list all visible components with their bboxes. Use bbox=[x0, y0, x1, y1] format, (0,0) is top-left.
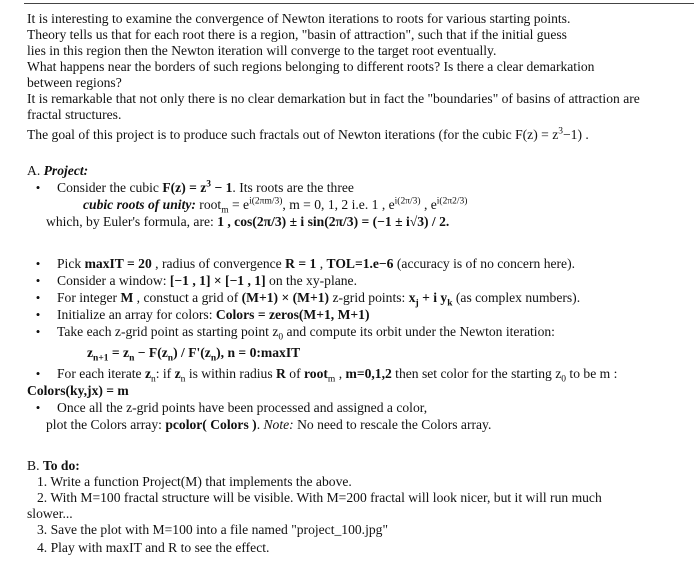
b6-root: root bbox=[304, 366, 328, 381]
newton-iteration bbox=[87, 345, 700, 364]
bullet-window bbox=[57, 273, 700, 289]
b6-post: then set color for the starting z bbox=[391, 366, 562, 381]
cubic-function bbox=[162, 180, 232, 195]
b1-sep: , bbox=[316, 256, 327, 271]
root-ie: i.e. 1 , e bbox=[348, 197, 395, 212]
euler-line bbox=[46, 214, 700, 230]
b3-plus: + i bbox=[418, 290, 441, 305]
todo-item-4: 4. Play with maxIT and R to see the effect. bbox=[37, 540, 270, 555]
todo-item-1: 1. Write a function Project(M) that implements the above. bbox=[37, 474, 352, 489]
bullet-icon: • bbox=[35, 324, 41, 339]
cubic-pre: Consider the cubic bbox=[57, 180, 163, 195]
intro-line-7: fractal structures. bbox=[27, 107, 122, 122]
it-z: z bbox=[87, 345, 94, 360]
goal-exponent: 3 bbox=[558, 126, 563, 137]
cubic-rest: − 1 bbox=[211, 180, 233, 195]
cubic-line bbox=[57, 180, 700, 196]
bullet-plot-line1: Once all the z-grid points have been processed and assigned a color, bbox=[57, 400, 428, 415]
b3-point bbox=[408, 290, 453, 309]
cubic-F: F(z) = z bbox=[162, 180, 207, 195]
it-minus: − F(z bbox=[134, 345, 168, 360]
b2-window: [−1 , 1] × [−1 , 1] bbox=[169, 273, 266, 288]
bullet-maxit bbox=[57, 256, 700, 272]
bullet-plot-line2 bbox=[46, 417, 700, 433]
it-n: n bbox=[129, 353, 135, 364]
root-m: , m = 0, 1, 2 bbox=[282, 197, 349, 212]
cubic-post: . Its roots are the three bbox=[232, 180, 354, 195]
bullet-grid bbox=[57, 290, 700, 309]
bullet-icon: • bbox=[35, 307, 41, 322]
section-b-label: B. bbox=[27, 458, 43, 473]
bullet-colors-init bbox=[57, 307, 700, 323]
bullet-icon: • bbox=[35, 400, 41, 415]
section-a-title: Project: bbox=[43, 163, 89, 178]
todo-item-2-cont: slower... bbox=[27, 506, 73, 521]
root-word: root bbox=[195, 197, 222, 212]
b1-maxit: maxIT = 20 bbox=[84, 256, 152, 271]
roots-label: cubic roots of unity: bbox=[83, 197, 196, 212]
b6-end: to be m : bbox=[566, 366, 618, 381]
b6-z2: z bbox=[174, 366, 181, 381]
b6-R: R bbox=[276, 366, 286, 381]
b3-mid: , constuct a grid of bbox=[133, 290, 242, 305]
bullet-iterate bbox=[57, 366, 700, 385]
roots-line bbox=[83, 196, 700, 216]
todo-item-3: 3. Save the plot with M=100 into a file named "project_100.jpg" bbox=[37, 522, 388, 537]
b3-x: x bbox=[408, 290, 416, 305]
intro-line-1: It is interesting to examine the convergence of Newton iterations to roots for various starting points. bbox=[27, 11, 571, 26]
b3-M: M bbox=[120, 290, 134, 305]
b4-pre: Initialize an array for colors: bbox=[57, 307, 216, 322]
goal-line bbox=[27, 127, 695, 143]
todo-item-2: 2. With M=100 fractal structure will be visible. With M=200 fractal will look nicer, but it will run much bbox=[37, 490, 602, 505]
b3-post: (as complex numbers). bbox=[452, 290, 581, 305]
root-exp2: i(2π/3) bbox=[394, 196, 421, 207]
b1-R: R = 1 bbox=[285, 256, 317, 271]
b6-n: n bbox=[150, 374, 156, 385]
b3-xs: j bbox=[415, 298, 419, 309]
goal-text: The goal of this project is to produce such fractals out of Newton iterations (for the cubic F(z) = z bbox=[27, 127, 559, 142]
b5-pre: Take each z-grid point as starting point z bbox=[57, 324, 279, 339]
root-exp: i(2πm/3) bbox=[249, 196, 283, 207]
root-comma: , e bbox=[420, 197, 437, 212]
b3-pre: For integer bbox=[57, 290, 121, 305]
b3-y: y bbox=[440, 290, 448, 305]
section-a-heading bbox=[27, 163, 695, 179]
euler-formula: 1 , cos(2π/3) ± i sin(2π/3) = (−1 ± i√3) / 2. bbox=[217, 214, 450, 229]
it-end: ), bbox=[216, 345, 228, 360]
b6-pre: For each iterate bbox=[57, 366, 145, 381]
top-rule bbox=[24, 3, 694, 4]
b7-mid: . bbox=[256, 417, 264, 432]
intro-line-5: between regions? bbox=[27, 75, 122, 90]
b7-pcolor: pcolor( Colors ) bbox=[165, 417, 257, 432]
b1-mid: , radius of convergence bbox=[151, 256, 286, 271]
bullet-orbit bbox=[57, 324, 700, 343]
b3-ys: k bbox=[447, 298, 453, 309]
section-b-title: To do: bbox=[42, 458, 80, 473]
it-eq: = z bbox=[108, 345, 130, 360]
b6-mid: : if bbox=[155, 366, 175, 381]
bullet-icon: • bbox=[35, 290, 41, 305]
it-n2: n bbox=[167, 353, 174, 364]
b6-n2: n bbox=[180, 374, 186, 385]
b7-post: No need to rescale the Colors array. bbox=[293, 417, 492, 432]
b2-pre: Consider a window: bbox=[57, 273, 170, 288]
root-sub: m bbox=[221, 205, 229, 216]
newton-formula bbox=[87, 345, 301, 364]
colors-assign: Colors(ky,jx) = m bbox=[27, 383, 129, 398]
it-n3: n bbox=[210, 353, 217, 364]
it-range: n = 0:maxIT bbox=[227, 345, 301, 360]
b6-mvals: m=0,1,2 bbox=[345, 366, 392, 381]
b4-bold: Colors = zeros(M+1, M+1) bbox=[215, 307, 370, 322]
section-b-heading bbox=[27, 458, 695, 474]
cubic-exp: 3 bbox=[206, 179, 212, 190]
intro-line-2: Theory tells us that for each root there is a region, "basin of attraction", such that if the initial guess bbox=[27, 27, 567, 42]
section-a-label: A. bbox=[27, 163, 44, 178]
intro-line-3: lies in this region then the Newton iteration will converge to the target root eventually. bbox=[27, 43, 497, 58]
euler-pre: which, by Euler's formula, are: bbox=[46, 214, 218, 229]
b7-pre: plot the Colors array: bbox=[46, 417, 166, 432]
b6-z0: 0 bbox=[561, 374, 567, 385]
b6-mid3: of bbox=[285, 366, 304, 381]
colors-assign-line bbox=[27, 383, 695, 399]
b6-z: z bbox=[144, 366, 151, 381]
b5-sub: 0 bbox=[278, 332, 284, 343]
b6-mid2: is within radius bbox=[185, 366, 277, 381]
goal-text-end: −1) . bbox=[563, 127, 589, 142]
bullet-icon: • bbox=[35, 256, 41, 271]
b1-tol: TOL=1.e−6 bbox=[326, 256, 394, 271]
bullet-icon: • bbox=[35, 273, 41, 288]
bullet-icon: • bbox=[35, 180, 41, 195]
b1-pre: Pick bbox=[57, 256, 85, 271]
b1-post: (accuracy is of no concern here). bbox=[393, 256, 576, 271]
it-div: ) / F'(z bbox=[173, 345, 211, 360]
b7-note: Note: bbox=[263, 417, 294, 432]
bullet-icon: • bbox=[35, 366, 41, 381]
b3-mid2: z-grid points: bbox=[329, 290, 409, 305]
root-exp3: i(2π2/3) bbox=[436, 196, 468, 207]
root-eq: = e bbox=[228, 197, 250, 212]
b2-post: on the xy-plane. bbox=[265, 273, 357, 288]
it-n1: n+1 bbox=[93, 353, 109, 364]
b3-grid: (M+1) × (M+1) bbox=[241, 290, 330, 305]
b6-m: m bbox=[327, 374, 336, 385]
b6-mid4: , bbox=[335, 366, 346, 381]
b5-post: and compute its orbit under the Newton iteration: bbox=[283, 324, 555, 339]
intro-line-6: It is remarkable that not only there is no clear demarkation but in fact the "boundaries" of basins of attraction are bbox=[27, 91, 640, 106]
intro-line-4: What happens near the borders of such regions belonging to different roots? Is there a clear demarkation bbox=[27, 59, 595, 74]
